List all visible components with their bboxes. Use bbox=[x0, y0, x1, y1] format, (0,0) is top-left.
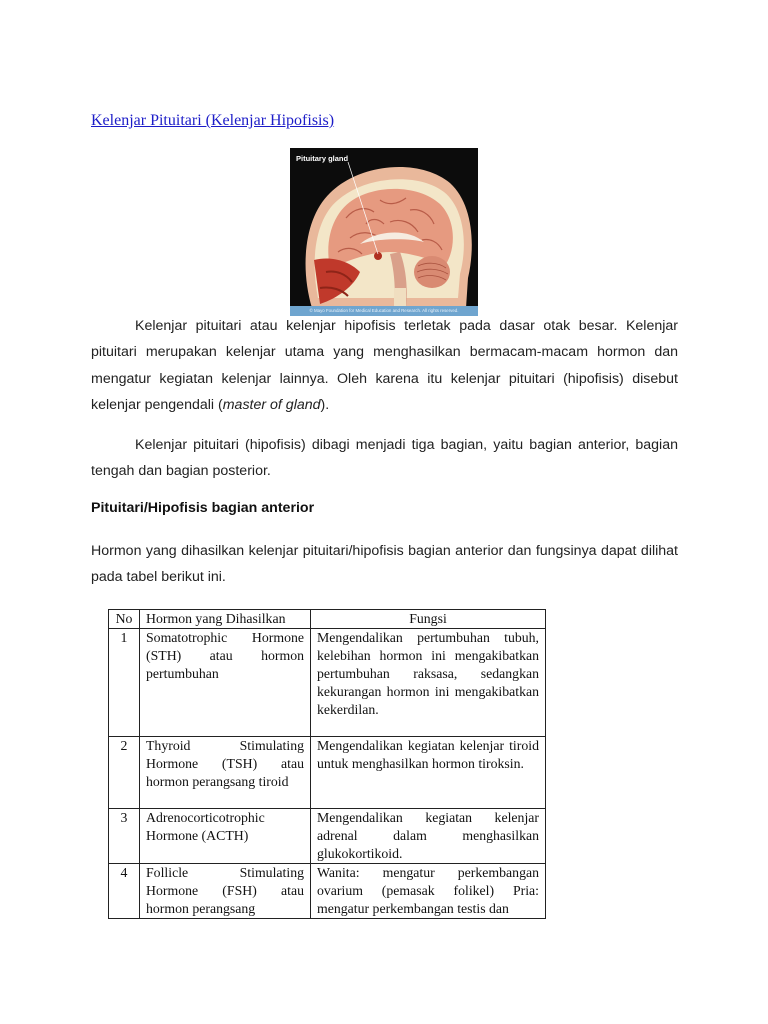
header-no: No bbox=[109, 610, 140, 629]
hormone-table bbox=[108, 609, 546, 919]
function-cell-text: Wanita: mengatur perkembangan ovarium (pemasak folikel) Pria: mengatur perkembangan testis dan bbox=[317, 864, 539, 916]
section-heading: Pituitari/Hipofisis bagian anterior bbox=[91, 500, 315, 516]
table-row bbox=[109, 809, 546, 864]
figure-credit: © Mayo Foundation for Medical Education and Research. All rights reserved. bbox=[290, 306, 478, 316]
brain-cross-section-image bbox=[290, 148, 478, 316]
row-number: 2 bbox=[109, 737, 140, 809]
table-row bbox=[109, 737, 546, 809]
hormone-cell: Somatotrophic Hormone (STH) atau hormon pertumbuhan bbox=[140, 629, 311, 737]
row-number: 4 bbox=[109, 863, 140, 918]
hormone-cell-text: Follicle Stimulating Hormone (FSH) atau hormon perangsang bbox=[146, 864, 304, 916]
table-header-row bbox=[109, 610, 546, 629]
hormone-cell: Thyroid Stimulating Hormone (TSH) atau hormon perangsang tiroid bbox=[140, 737, 311, 809]
function-cell: Mengendalikan kegiatan kelenjar tiroid untuk menghasilkan hormon tiroksin. bbox=[311, 737, 546, 809]
hormone-cell: Adrenocorticotrophic Hormone (ACTH) bbox=[140, 809, 311, 864]
table-row bbox=[109, 629, 546, 737]
hormone-cell bbox=[140, 863, 311, 918]
figure-label: Pituitary gland bbox=[296, 154, 349, 163]
paragraph-table-intro: Hormon yang dihasilkan kelenjar pituitari/hipofisis bagian anterior dan fungsinya dapat dilihat pada tabel berikut ini. bbox=[91, 543, 678, 586]
master-of-gland-term: master of gland bbox=[222, 397, 321, 414]
paragraph-divisions: Kelenjar pituitari (hipofisis) dibagi menjadi tiga bagian, yaitu bagian anterior, bagian tengah dan bagian posterior. bbox=[91, 437, 678, 480]
function-cell bbox=[311, 863, 546, 918]
row-number: 1 bbox=[109, 629, 140, 737]
function-cell: Mengendalikan kegiatan kelenjar adrenal dalam menghasilkan glukokortikoid. bbox=[311, 809, 546, 864]
paragraph-intro-end: ). bbox=[320, 397, 330, 414]
paragraph-intro-text: Kelenjar pituitari atau kelenjar hipofisis terletak pada dasar otak besar. Kelenjar pituitari merupakan kelenjar utama yang menghasilkan bermacam-macam hormon dan mengatur kegiatan kelenjar lainnya. Oleh karena itu kelenjar pituitari (hipofisis) disebut kelenjar pengendali ( bbox=[91, 318, 678, 414]
header-hormone: Hormon yang Dihasilkan bbox=[140, 610, 311, 629]
header-function: Fungsi bbox=[311, 610, 546, 629]
function-cell: Mengendalikan pertumbuhan tubuh, kelebihan hormon ini mengakibatkan pertumbuhan raksasa, sedangkan kekurangan hormon ini mengakibatkan kekerdilan. bbox=[311, 629, 546, 737]
table-row bbox=[109, 863, 546, 918]
paragraph-intro bbox=[91, 313, 678, 419]
row-number: 3 bbox=[109, 809, 140, 864]
page-title[interactable]: Kelenjar Pituitari (Kelenjar Hipofisis) bbox=[91, 112, 335, 129]
pituitary-gland-illustration bbox=[290, 148, 478, 316]
